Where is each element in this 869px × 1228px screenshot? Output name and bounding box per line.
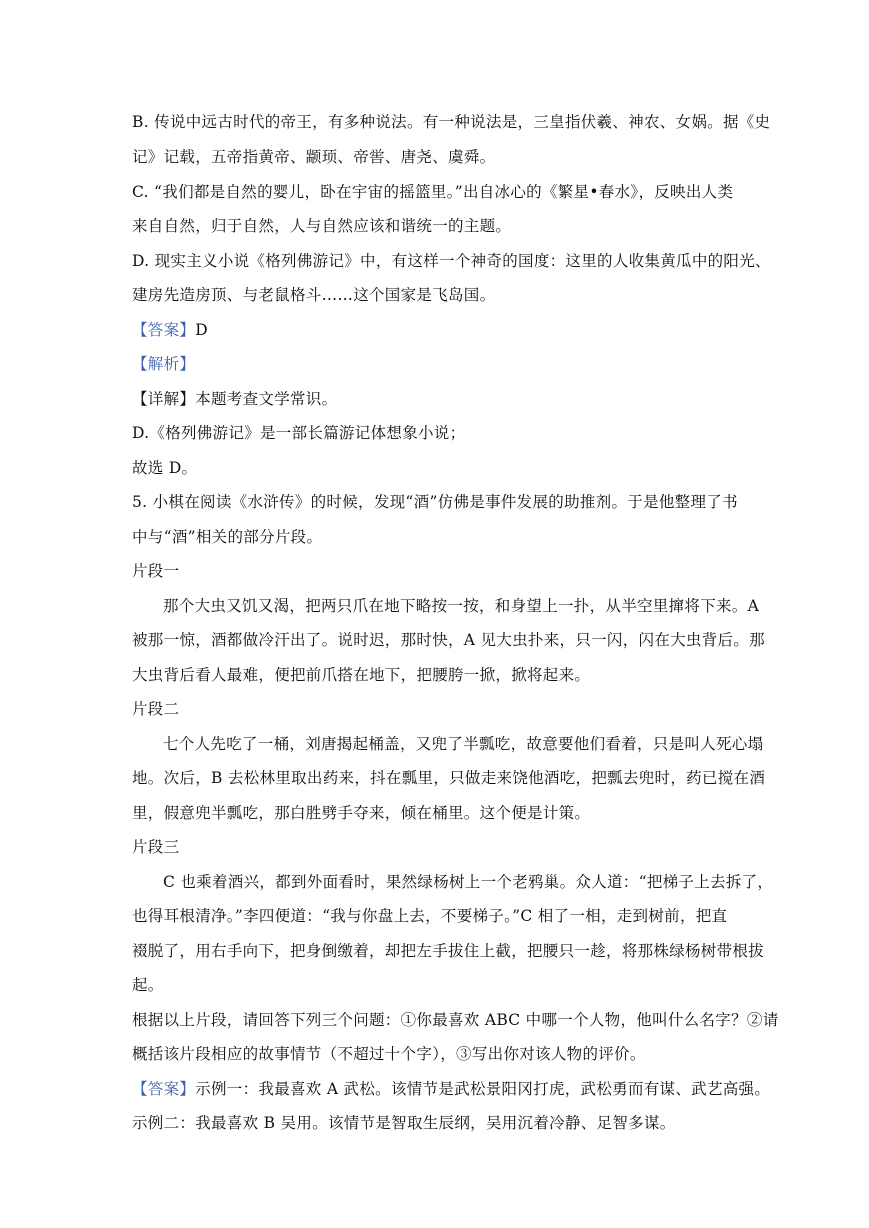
answer-tag: 【答案】 bbox=[132, 321, 196, 339]
option-b-line-2: 记》记载，五帝指黄帝、颛顼、帝喾、唐尧、虞舜。 bbox=[132, 148, 496, 166]
excerpt-1-line-1: 那个大虫又饥又渴，把两只爪在地下略按一按，和身望上一扑，从半空里撺将下来。A bbox=[163, 597, 760, 615]
detail-line: 【详解】本题考查文学常识。 bbox=[132, 390, 338, 408]
excerpt-1-line-2: 被那一惊，酒都做冷汗出了。说时迟，那时快，A 见大虫扑来，只一闪，闪在大虫背后。那 bbox=[132, 631, 765, 649]
excerpt-3-line-1: C 也乘着酒兴，都到外面看时，果然绿杨树上一个老鸦巢。众人道：“把梯子上去拆了， bbox=[163, 873, 774, 891]
analysis-line bbox=[132, 354, 195, 374]
option-d-line-2: 建房先造房顶、与老鼠格斗……这个国家是飞岛国。 bbox=[132, 286, 496, 304]
excerpt-1-line-3: 大虫背后看人最难，便把前爪搭在地下，把腰胯一掀，掀将起来。 bbox=[132, 666, 591, 684]
answer-line-2 bbox=[132, 1079, 770, 1099]
excerpt-1-heading: 片段一 bbox=[132, 562, 180, 580]
answer-tag-2: 【答案】 bbox=[132, 1080, 196, 1098]
excerpt-2-line-3: 里，假意兜半瓢吃，那白胜劈手夺来，倾在桶里。这个便是计策。 bbox=[132, 804, 591, 822]
question-5-line-2: 中与“酒”相关的部分片段。 bbox=[132, 528, 323, 546]
excerpt-3-heading: 片段三 bbox=[132, 838, 180, 856]
excerpt-2-line-2: 地。次后，B 去松林里取出药来，抖在瓢里，只做走来饶他酒吃，把瓢去兜时，药已搅在酒 bbox=[132, 769, 766, 787]
answer-value: D bbox=[195, 321, 208, 339]
excerpt-2-heading: 片段二 bbox=[132, 700, 180, 718]
example-2: 示例二：我最喜欢 B 吴用。该情节是智取生辰纲，吴用沉着冷静、足智多谋。 bbox=[132, 1114, 676, 1132]
question-prompt-line-2: 概括该片段相应的故事情节（不超过十个字），③写出你对该人物的评价。 bbox=[132, 1045, 646, 1063]
answer-line-1 bbox=[132, 320, 208, 340]
question-5-line-1: 5. 小棋在阅读《水浒传》的时候，发现“酒”仿佛是事件发展的助推剂。于是他整理了书 bbox=[132, 493, 738, 511]
excerpt-3-line-4: 起。 bbox=[132, 976, 164, 994]
option-b-line-1: B. 传说中远古时代的帝王，有多种说法。有一种说法是，三皇指伏羲、神农、女娲。据《史 bbox=[132, 113, 771, 131]
example-1: 示例一：我最喜欢 A 武松。该情节是武松景阳冈打虎，武松勇而有谋、武艺高强。 bbox=[195, 1080, 771, 1098]
option-c-line-2: 来自自然，归于自然，人与自然应该和谐统一的主题。 bbox=[132, 217, 512, 235]
question-prompt-line-1: 根据以上片段，请回答下列三个问题：①你最喜欢 ABC 中哪一个人物，他叫什么名字？②请 bbox=[132, 1011, 779, 1029]
option-c-line-1: C. “我们都是自然的婴儿，卧在宇宙的摇篮里。”出自冰心的《繁星•春水》，反映出人类 bbox=[132, 183, 734, 201]
detail-explanation: D.《格列佛游记》是一部长篇游记体想象小说； bbox=[132, 424, 466, 442]
excerpt-3-line-2: 也得耳根清净。”李四便道：“我与你盘上去，不要梯子。”C 相了一相，走到树前，把直 bbox=[132, 907, 728, 925]
analysis-tag: 【解析】 bbox=[132, 355, 196, 373]
excerpt-3-line-3: 裰脱了，用右手向下，把身倒缴着，却把左手拔住上截，把腰只一趁，将那株绿杨树带根拔 bbox=[132, 942, 765, 960]
choice-statement: 故选 D。 bbox=[132, 459, 198, 477]
option-d-line-1: D. 现实主义小说《格列佛游记》中，有这样一个神奇的国度：这里的人收集黄瓜中的阳光、 bbox=[132, 252, 771, 270]
excerpt-2-line-1: 七个人先吃了一桶，刘唐揭起桶盖，又兜了半瓢吃，故意要他们看着，只是叫人死心塌 bbox=[163, 735, 764, 753]
